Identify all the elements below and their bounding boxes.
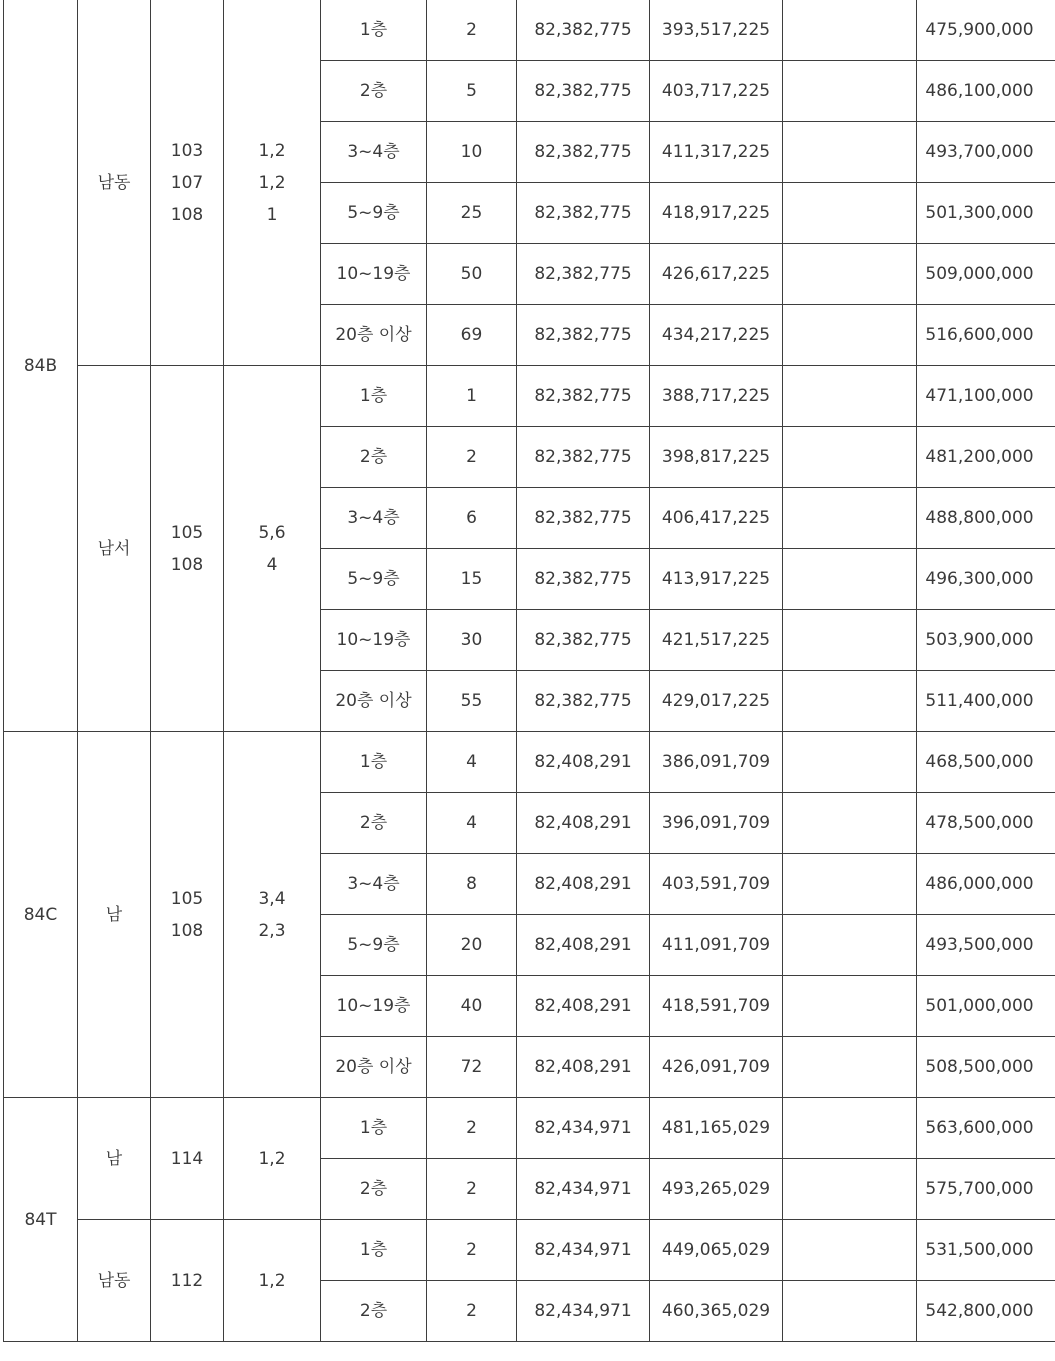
land-price-cell: 82,382,775 — [517, 122, 650, 183]
land-price-cell: 82,408,291 — [517, 854, 650, 915]
floor-cell: 1층 — [321, 1098, 427, 1159]
units-cell: 4 — [427, 732, 517, 793]
land-price-cell: 82,382,775 — [517, 61, 650, 122]
price-table — [3, 0, 1055, 1342]
units-cell: 1 — [427, 366, 517, 427]
floor-cell: 5~9층 — [321, 183, 427, 244]
floor-cell: 1층 — [321, 732, 427, 793]
total-price-cell: 508,500,000 — [917, 1037, 1055, 1098]
total-price-cell: 516,600,000 — [917, 305, 1055, 366]
units-cell: 6 — [427, 488, 517, 549]
land-price-cell: 82,408,291 — [517, 732, 650, 793]
units-cell: 2 — [427, 1159, 517, 1220]
floor-cell: 2층 — [321, 427, 427, 488]
land-price-cell: 82,382,775 — [517, 305, 650, 366]
extra-cell — [783, 1098, 917, 1159]
extra-cell — [783, 305, 917, 366]
floor-cell: 3~4층 — [321, 488, 427, 549]
floor-cell: 20층 이상 — [321, 671, 427, 732]
extra-cell — [783, 793, 917, 854]
floor-cell: 1층 — [321, 1220, 427, 1281]
extra-cell — [783, 427, 917, 488]
building-price-cell: 421,517,225 — [650, 610, 783, 671]
building-price-cell: 406,417,225 — [650, 488, 783, 549]
total-price-cell: 531,500,000 — [917, 1220, 1055, 1281]
units-cell: 55 — [427, 671, 517, 732]
extra-cell — [783, 183, 917, 244]
units-cell: 2 — [427, 1098, 517, 1159]
building-price-cell: 418,917,225 — [650, 183, 783, 244]
direction-cell: 남동 — [78, 0, 151, 366]
floor-cell: 2층 — [321, 1159, 427, 1220]
building-price-cell: 429,017,225 — [650, 671, 783, 732]
extra-cell — [783, 61, 917, 122]
dong-cell: 112 — [151, 1220, 224, 1342]
extra-cell — [783, 244, 917, 305]
land-price-cell: 82,382,775 — [517, 0, 650, 61]
line-cell: 1,2 1,2 1 — [224, 0, 321, 366]
building-price-cell: 481,165,029 — [650, 1098, 783, 1159]
building-price-cell: 411,091,709 — [650, 915, 783, 976]
table-row — [4, 1220, 1055, 1281]
floor-cell: 1층 — [321, 0, 427, 61]
land-price-cell: 82,382,775 — [517, 427, 650, 488]
floor-cell: 10~19층 — [321, 976, 427, 1037]
table-row — [4, 732, 1055, 793]
units-cell: 30 — [427, 610, 517, 671]
total-price-cell: 478,500,000 — [917, 793, 1055, 854]
housing-type-cell: 84T — [4, 1098, 78, 1342]
building-price-cell: 398,817,225 — [650, 427, 783, 488]
extra-cell — [783, 1281, 917, 1342]
total-price-cell: 493,500,000 — [917, 915, 1055, 976]
floor-cell: 2층 — [321, 793, 427, 854]
land-price-cell: 82,382,775 — [517, 488, 650, 549]
extra-cell — [783, 976, 917, 1037]
table-row — [4, 0, 1055, 61]
building-price-cell: 386,091,709 — [650, 732, 783, 793]
land-price-cell: 82,408,291 — [517, 793, 650, 854]
building-price-cell: 460,365,029 — [650, 1281, 783, 1342]
total-price-cell: 501,300,000 — [917, 183, 1055, 244]
total-price-cell: 488,800,000 — [917, 488, 1055, 549]
floor-cell: 5~9층 — [321, 549, 427, 610]
line-cell: 3,4 2,3 — [224, 732, 321, 1098]
building-price-cell: 434,217,225 — [650, 305, 783, 366]
land-price-cell: 82,408,291 — [517, 1037, 650, 1098]
line-cell: 1,2 — [224, 1220, 321, 1342]
land-price-cell: 82,382,775 — [517, 549, 650, 610]
floor-cell: 2층 — [321, 1281, 427, 1342]
total-price-cell: 468,500,000 — [917, 732, 1055, 793]
land-price-cell: 82,408,291 — [517, 976, 650, 1037]
total-price-cell: 503,900,000 — [917, 610, 1055, 671]
total-price-cell: 511,400,000 — [917, 671, 1055, 732]
building-price-cell: 403,591,709 — [650, 854, 783, 915]
dong-cell: 105 108 — [151, 732, 224, 1098]
floor-cell: 10~19층 — [321, 610, 427, 671]
extra-cell — [783, 1220, 917, 1281]
units-cell: 5 — [427, 61, 517, 122]
land-price-cell: 82,434,971 — [517, 1220, 650, 1281]
line-cell: 5,6 4 — [224, 366, 321, 732]
units-cell: 40 — [427, 976, 517, 1037]
land-price-cell: 82,434,971 — [517, 1281, 650, 1342]
total-price-cell: 481,200,000 — [917, 427, 1055, 488]
extra-cell — [783, 854, 917, 915]
building-price-cell: 413,917,225 — [650, 549, 783, 610]
units-cell: 8 — [427, 854, 517, 915]
land-price-cell: 82,434,971 — [517, 1098, 650, 1159]
direction-cell: 남 — [78, 1098, 151, 1220]
total-price-cell: 542,800,000 — [917, 1281, 1055, 1342]
floor-cell: 3~4층 — [321, 122, 427, 183]
total-price-cell: 496,300,000 — [917, 549, 1055, 610]
floor-cell: 10~19층 — [321, 244, 427, 305]
floor-cell: 20층 이상 — [321, 1037, 427, 1098]
extra-cell — [783, 488, 917, 549]
price-table-body — [4, 0, 1055, 1342]
building-price-cell: 418,591,709 — [650, 976, 783, 1037]
housing-type-cell: 84C — [4, 732, 78, 1098]
extra-cell — [783, 122, 917, 183]
units-cell: 2 — [427, 1281, 517, 1342]
extra-cell — [783, 549, 917, 610]
building-price-cell: 493,265,029 — [650, 1159, 783, 1220]
extra-cell — [783, 1159, 917, 1220]
total-price-cell: 575,700,000 — [917, 1159, 1055, 1220]
total-price-cell: 475,900,000 — [917, 0, 1055, 61]
floor-cell: 2층 — [321, 61, 427, 122]
floor-cell: 1층 — [321, 366, 427, 427]
units-cell: 69 — [427, 305, 517, 366]
floor-cell: 20층 이상 — [321, 305, 427, 366]
building-price-cell: 411,317,225 — [650, 122, 783, 183]
units-cell: 50 — [427, 244, 517, 305]
total-price-cell: 509,000,000 — [917, 244, 1055, 305]
total-price-cell: 471,100,000 — [917, 366, 1055, 427]
units-cell: 2 — [427, 0, 517, 61]
building-price-cell: 426,617,225 — [650, 244, 783, 305]
extra-cell — [783, 732, 917, 793]
extra-cell — [783, 1037, 917, 1098]
units-cell: 2 — [427, 1220, 517, 1281]
dong-cell: 114 — [151, 1098, 224, 1220]
units-cell: 2 — [427, 427, 517, 488]
units-cell: 10 — [427, 122, 517, 183]
land-price-cell: 82,382,775 — [517, 610, 650, 671]
total-price-cell: 501,000,000 — [917, 976, 1055, 1037]
units-cell: 20 — [427, 915, 517, 976]
building-price-cell: 426,091,709 — [650, 1037, 783, 1098]
building-price-cell: 396,091,709 — [650, 793, 783, 854]
units-cell: 72 — [427, 1037, 517, 1098]
units-cell: 25 — [427, 183, 517, 244]
land-price-cell: 82,408,291 — [517, 915, 650, 976]
land-price-cell: 82,382,775 — [517, 244, 650, 305]
building-price-cell: 403,717,225 — [650, 61, 783, 122]
floor-cell: 5~9층 — [321, 915, 427, 976]
building-price-cell: 393,517,225 — [650, 0, 783, 61]
total-price-cell: 486,000,000 — [917, 854, 1055, 915]
building-price-cell: 449,065,029 — [650, 1220, 783, 1281]
building-price-cell: 388,717,225 — [650, 366, 783, 427]
housing-type-cell: 84B — [4, 0, 78, 732]
direction-cell: 남 — [78, 732, 151, 1098]
dong-cell: 103 107 108 — [151, 0, 224, 366]
direction-cell: 남동 — [78, 1220, 151, 1342]
land-price-cell: 82,382,775 — [517, 183, 650, 244]
extra-cell — [783, 366, 917, 427]
extra-cell — [783, 0, 917, 61]
land-price-cell: 82,434,971 — [517, 1159, 650, 1220]
land-price-cell: 82,382,775 — [517, 366, 650, 427]
total-price-cell: 486,100,000 — [917, 61, 1055, 122]
units-cell: 15 — [427, 549, 517, 610]
dong-cell: 105 108 — [151, 366, 224, 732]
total-price-cell: 493,700,000 — [917, 122, 1055, 183]
units-cell: 4 — [427, 793, 517, 854]
total-price-cell: 563,600,000 — [917, 1098, 1055, 1159]
direction-cell: 남서 — [78, 366, 151, 732]
extra-cell — [783, 671, 917, 732]
land-price-cell: 82,382,775 — [517, 671, 650, 732]
floor-cell: 3~4층 — [321, 854, 427, 915]
extra-cell — [783, 610, 917, 671]
line-cell: 1,2 — [224, 1098, 321, 1220]
table-row — [4, 1098, 1055, 1159]
table-row — [4, 366, 1055, 427]
extra-cell — [783, 915, 917, 976]
